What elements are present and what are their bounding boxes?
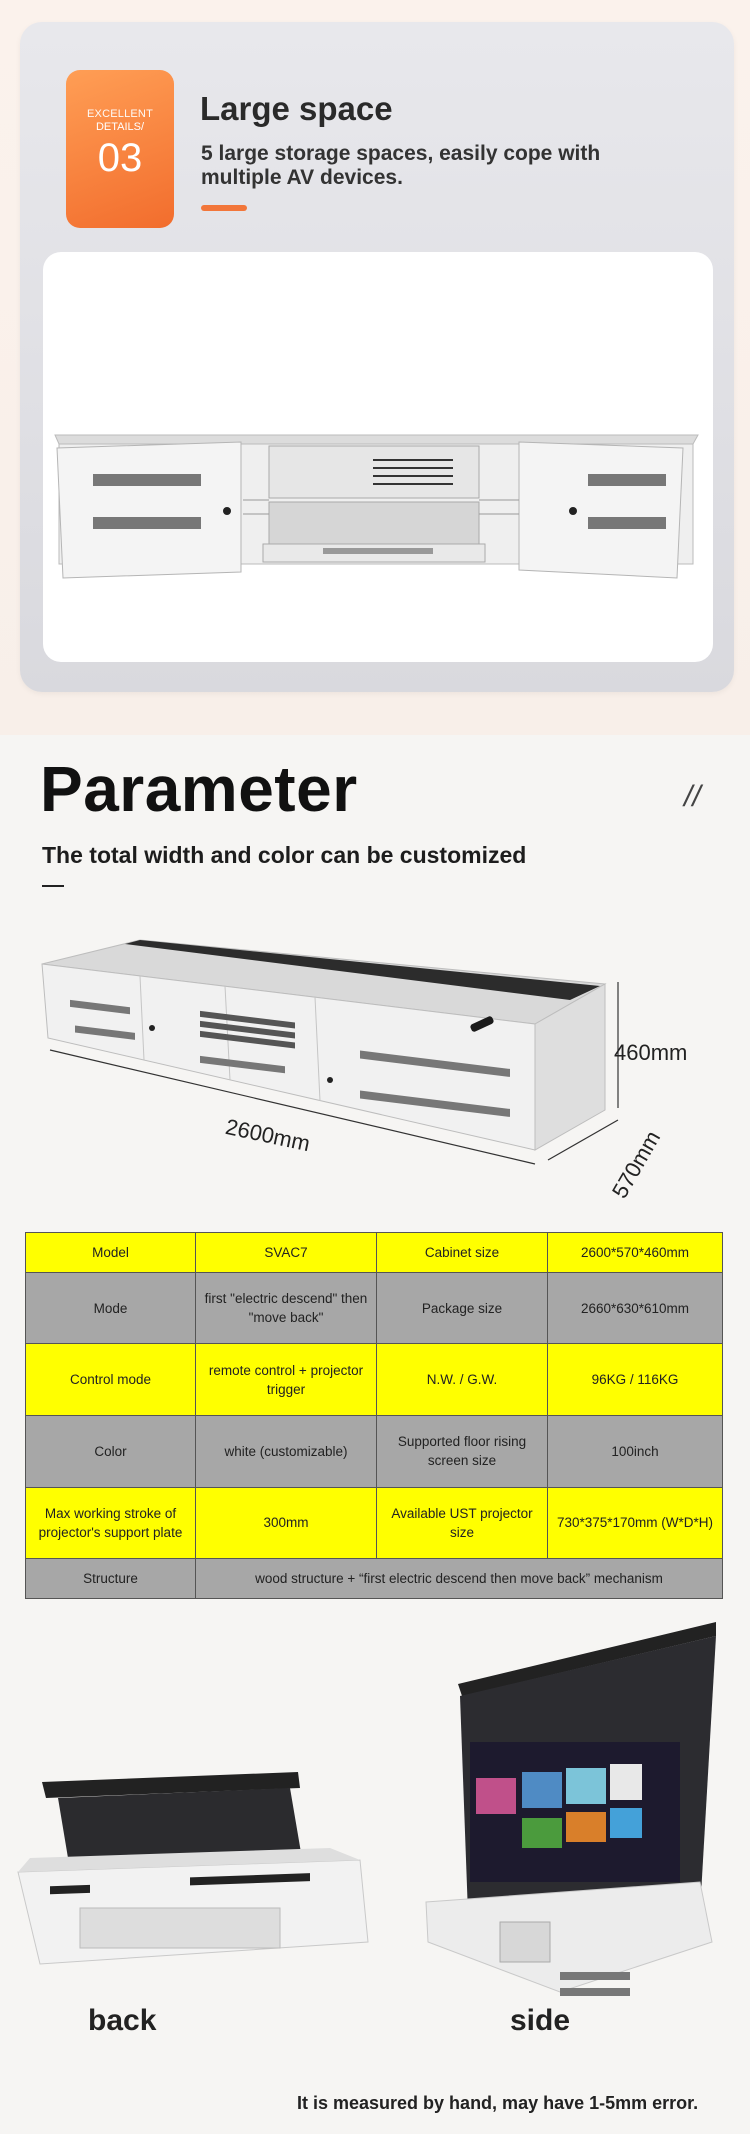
- spec-value: remote control + projector trigger: [196, 1344, 377, 1416]
- table-row: [26, 1487, 723, 1559]
- decorative-slash: //: [684, 780, 701, 813]
- spec-label: Max working stroke of projector's support plate: [26, 1487, 196, 1559]
- spec-value: wood structure + “first electric descend then move back” mechanism: [196, 1559, 723, 1599]
- spec-value: 96KG / 116KG: [548, 1344, 723, 1416]
- spec-label: N.W. / G.W.: [377, 1344, 548, 1416]
- side-view-photo: [426, 1622, 716, 1996]
- dimension-width: 2600mm: [223, 1113, 313, 1157]
- table-row: [26, 1272, 723, 1344]
- dimension-depth: 570mm: [606, 1126, 666, 1203]
- back-view-photo: [18, 1772, 368, 1964]
- large-space-section: [0, 0, 750, 735]
- spec-label: Cabinet size: [377, 1233, 548, 1273]
- parameter-title: Parameter: [40, 753, 358, 825]
- subtitle-dash: [42, 885, 64, 887]
- spec-value: 2660*630*610mm: [548, 1272, 723, 1344]
- spec-value: 300mm: [196, 1487, 377, 1559]
- caption-back: back: [88, 2004, 157, 2032]
- caption-side: side: [510, 2004, 571, 2032]
- table-row: [26, 1344, 723, 1416]
- spec-value: SVAC7: [196, 1233, 377, 1273]
- table-row: [26, 1415, 723, 1487]
- accent-underline: [201, 205, 247, 211]
- spec-value: 100inch: [548, 1415, 723, 1487]
- parameter-subtitle: The total width and color can be customized: [42, 842, 527, 868]
- section-description: 5 large storage spaces, easily cope with multiple AV devices.: [201, 142, 601, 189]
- details-badge: [66, 70, 174, 228]
- screen-photos: [0, 1612, 750, 2032]
- specification-table: [25, 1232, 723, 1599]
- spec-value: 730*375*170mm (W*D*H): [548, 1487, 723, 1559]
- table-row: [26, 1233, 723, 1273]
- spec-label: Color: [26, 1415, 196, 1487]
- badge-number: 03: [97, 136, 143, 180]
- measurement-note: It is measured by hand, may have 1-5mm error.: [297, 2093, 699, 2113]
- spec-label: Package size: [377, 1272, 548, 1344]
- spec-label: Mode: [26, 1272, 196, 1344]
- cabinet-photo-open: [43, 252, 713, 662]
- badge-label-2: DETAILS/: [95, 121, 145, 133]
- badge-label-1: EXCELLENT: [87, 108, 153, 120]
- spec-label: Supported floor rising screen size: [377, 1415, 548, 1487]
- spec-label: Structure: [26, 1559, 196, 1599]
- spec-label: Available UST projector size: [377, 1487, 548, 1559]
- spec-value: first "electric descend" then "move back": [196, 1272, 377, 1344]
- spec-label: Control mode: [26, 1344, 196, 1416]
- spec-label: Model: [26, 1233, 196, 1273]
- section-title: Large space: [200, 90, 393, 127]
- spec-value: white (customizable): [196, 1415, 377, 1487]
- cabinet-dimension-diagram: [30, 920, 720, 1220]
- spec-value: 2600*570*460mm: [548, 1233, 723, 1273]
- table-row: [26, 1559, 723, 1599]
- dimension-height: 460mm: [614, 1040, 688, 1065]
